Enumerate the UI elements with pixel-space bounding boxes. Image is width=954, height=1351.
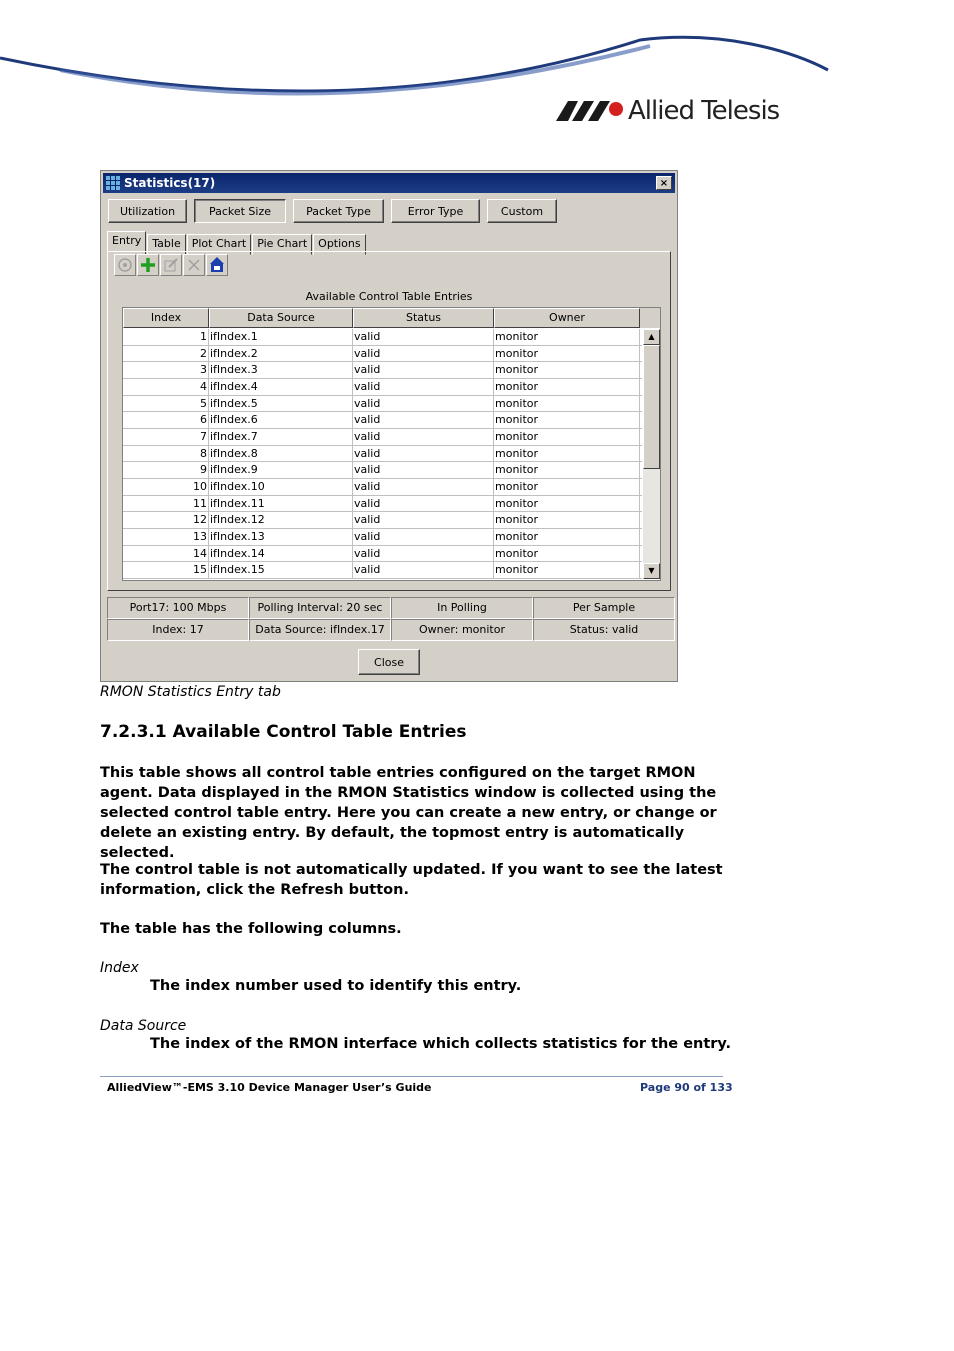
- polling-interval: Polling Interval: 20 sec: [249, 597, 391, 619]
- scroll-up-icon[interactable]: ▲: [643, 329, 660, 345]
- window-title: Statistics(17): [124, 176, 216, 190]
- packet-type-button[interactable]: Packet Type: [293, 199, 384, 223]
- cell-data-source: ifIndex.5: [209, 396, 353, 412]
- paragraph-2: The control table is not automatically updated. If you want to see the latest information, click the Refresh button.: [100, 862, 723, 898]
- edit-icon: [163, 257, 179, 273]
- cell-owner: monitor: [494, 346, 640, 362]
- table-row[interactable]: [123, 429, 642, 446]
- table-row[interactable]: [123, 362, 642, 379]
- table-row[interactable]: [123, 479, 642, 496]
- sync-button[interactable]: [206, 254, 228, 276]
- footer-guide-title: AlliedView™-EMS 3.10 Device Manager User’s Guide: [107, 1081, 432, 1094]
- definition-index: The index number used to identify this entry.: [150, 978, 522, 994]
- custom-button[interactable]: Custom: [487, 199, 557, 223]
- brand-logo: [556, 95, 779, 127]
- table-row[interactable]: [123, 529, 642, 546]
- table-row[interactable]: [123, 446, 642, 463]
- cell-data-source: ifIndex.12: [209, 512, 353, 528]
- table-row[interactable]: [123, 562, 642, 579]
- selected-data-source: Data Source: ifIndex.17: [249, 619, 391, 641]
- table-row[interactable]: [123, 346, 642, 363]
- cell-data-source: ifIndex.14: [209, 546, 353, 562]
- logo-text: Allied Telesis: [628, 96, 780, 126]
- logo-mark-icon: [556, 99, 624, 123]
- column-owner[interactable]: Owner: [494, 308, 640, 328]
- cell-index: 1: [123, 329, 209, 345]
- cell-index: 8: [123, 446, 209, 462]
- definition-data-source: The index of the RMON interface which collects statistics for the entry.: [150, 1036, 732, 1052]
- cell-index: 2: [123, 346, 209, 362]
- footer-divider: [100, 1076, 723, 1077]
- cell-status: valid: [353, 362, 494, 378]
- cell-status: valid: [353, 429, 494, 445]
- tab-entry[interactable]: Entry: [107, 231, 146, 255]
- delete-entry-button[interactable]: [183, 254, 205, 276]
- selected-index: Index: 17: [107, 619, 249, 641]
- cell-owner: monitor: [494, 379, 640, 395]
- cell-data-source: ifIndex.2: [209, 346, 353, 362]
- cell-status: valid: [353, 446, 494, 462]
- close-button[interactable]: Close: [358, 649, 420, 675]
- selected-owner: Owner: monitor: [391, 619, 533, 641]
- tab-plot-chart[interactable]: Plot Chart: [187, 234, 251, 255]
- status-panel: [107, 597, 675, 641]
- cell-owner: monitor: [494, 479, 640, 495]
- cell-status: valid: [353, 462, 494, 478]
- cell-owner: monitor: [494, 512, 640, 528]
- sample-mode: Per Sample: [533, 597, 675, 619]
- cell-status: valid: [353, 479, 494, 495]
- cell-index: 6: [123, 412, 209, 428]
- title-bar: [103, 173, 675, 193]
- table-row[interactable]: [123, 396, 642, 413]
- delete-icon: [186, 257, 202, 273]
- cell-status: valid: [353, 496, 494, 512]
- paragraph-3: The table has the following columns.: [100, 921, 402, 937]
- refresh-icon: [117, 257, 133, 273]
- polling-state: In Polling: [391, 597, 533, 619]
- cell-index: 3: [123, 362, 209, 378]
- statistics-window: [100, 170, 678, 682]
- table-row[interactable]: [123, 512, 642, 529]
- paragraph-1: This table shows all control table entries configured on the target RMON agent. Data displayed in the RMON Statistics window is collected using the selected control table entry. Here you can create a new entry, or change or delete an existing entry. By default, the topmost entry is automatically selected.: [100, 765, 717, 861]
- table-row[interactable]: [123, 379, 642, 396]
- refresh-button[interactable]: [114, 254, 136, 276]
- table-caption: Available Control Table Entries: [305, 290, 473, 303]
- vertical-scrollbar[interactable]: [643, 329, 660, 579]
- selected-status: Status: valid: [533, 619, 675, 641]
- packet-size-button[interactable]: Packet Size: [194, 199, 286, 223]
- cell-data-source: ifIndex.9: [209, 462, 353, 478]
- table-row[interactable]: [123, 496, 642, 513]
- control-table: [122, 307, 661, 581]
- cell-index: 9: [123, 462, 209, 478]
- cell-index: 7: [123, 429, 209, 445]
- cell-data-source: ifIndex.7: [209, 429, 353, 445]
- cell-status: valid: [353, 562, 494, 578]
- cell-data-source: ifIndex.10: [209, 479, 353, 495]
- term-data-source: Data Source: [100, 1018, 187, 1034]
- cell-owner: monitor: [494, 462, 640, 478]
- toolbar: [114, 254, 228, 276]
- cell-data-source: ifIndex.15: [209, 562, 353, 578]
- cell-data-source: ifIndex.1: [209, 329, 353, 345]
- cell-index: 11: [123, 496, 209, 512]
- cell-owner: monitor: [494, 496, 640, 512]
- cell-owner: monitor: [494, 412, 640, 428]
- tab-table[interactable]: Table: [147, 234, 185, 255]
- cell-status: valid: [353, 512, 494, 528]
- tab-options[interactable]: Options: [313, 234, 365, 255]
- add-icon: [140, 257, 156, 273]
- scroll-thumb[interactable]: [643, 345, 660, 469]
- term-index: Index: [100, 960, 139, 976]
- add-entry-button[interactable]: [137, 254, 159, 276]
- scroll-down-icon[interactable]: ▼: [643, 563, 660, 579]
- cell-data-source: ifIndex.8: [209, 446, 353, 462]
- table-row[interactable]: [123, 412, 642, 429]
- tab-pie-chart[interactable]: Pie Chart: [252, 234, 312, 255]
- cell-status: valid: [353, 329, 494, 345]
- sync-icon: [208, 256, 226, 274]
- cell-index: 15: [123, 562, 209, 578]
- edit-entry-button[interactable]: [160, 254, 182, 276]
- cell-owner: monitor: [494, 429, 640, 445]
- cell-index: 10: [123, 479, 209, 495]
- cell-index: 4: [123, 379, 209, 395]
- cell-data-source: ifIndex.3: [209, 362, 353, 378]
- cell-owner: monitor: [494, 546, 640, 562]
- grid-app-icon: [106, 176, 120, 190]
- column-status[interactable]: Status: [353, 308, 494, 328]
- utilization-button[interactable]: Utilization: [108, 199, 187, 223]
- cell-owner: monitor: [494, 396, 640, 412]
- cell-owner: monitor: [494, 329, 640, 345]
- cell-status: valid: [353, 379, 494, 395]
- cell-index: 5: [123, 396, 209, 412]
- error-type-button[interactable]: Error Type: [391, 199, 480, 223]
- cell-status: valid: [353, 546, 494, 562]
- table-header: [123, 308, 660, 328]
- statistics-type-buttons: [108, 199, 557, 223]
- close-window-button[interactable]: ×: [656, 176, 672, 190]
- table-body: [123, 329, 642, 579]
- port-info: Port17: 100 Mbps: [107, 597, 249, 619]
- cell-index: 13: [123, 529, 209, 545]
- cell-owner: monitor: [494, 562, 640, 578]
- cell-data-source: ifIndex.6: [209, 412, 353, 428]
- cell-data-source: ifIndex.11: [209, 496, 353, 512]
- cell-status: valid: [353, 346, 494, 362]
- column-index[interactable]: Index: [123, 308, 209, 328]
- table-row[interactable]: [123, 329, 642, 346]
- entry-panel: [107, 251, 671, 591]
- cell-index: 14: [123, 546, 209, 562]
- cell-status: valid: [353, 396, 494, 412]
- cell-owner: monitor: [494, 446, 640, 462]
- cell-status: valid: [353, 529, 494, 545]
- cell-data-source: ifIndex.13: [209, 529, 353, 545]
- cell-owner: monitor: [494, 362, 640, 378]
- table-row[interactable]: [123, 546, 642, 563]
- footer-page-number: Page 90 of 133: [640, 1081, 733, 1094]
- figure-caption: RMON Statistics Entry tab: [100, 684, 281, 700]
- cell-index: 12: [123, 512, 209, 528]
- cell-status: valid: [353, 412, 494, 428]
- cell-owner: monitor: [494, 529, 640, 545]
- section-heading: 7.2.3.1 Available Control Table Entries: [100, 722, 467, 742]
- table-row[interactable]: [123, 462, 642, 479]
- column-data-source[interactable]: Data Source: [209, 308, 353, 328]
- cell-data-source: ifIndex.4: [209, 379, 353, 395]
